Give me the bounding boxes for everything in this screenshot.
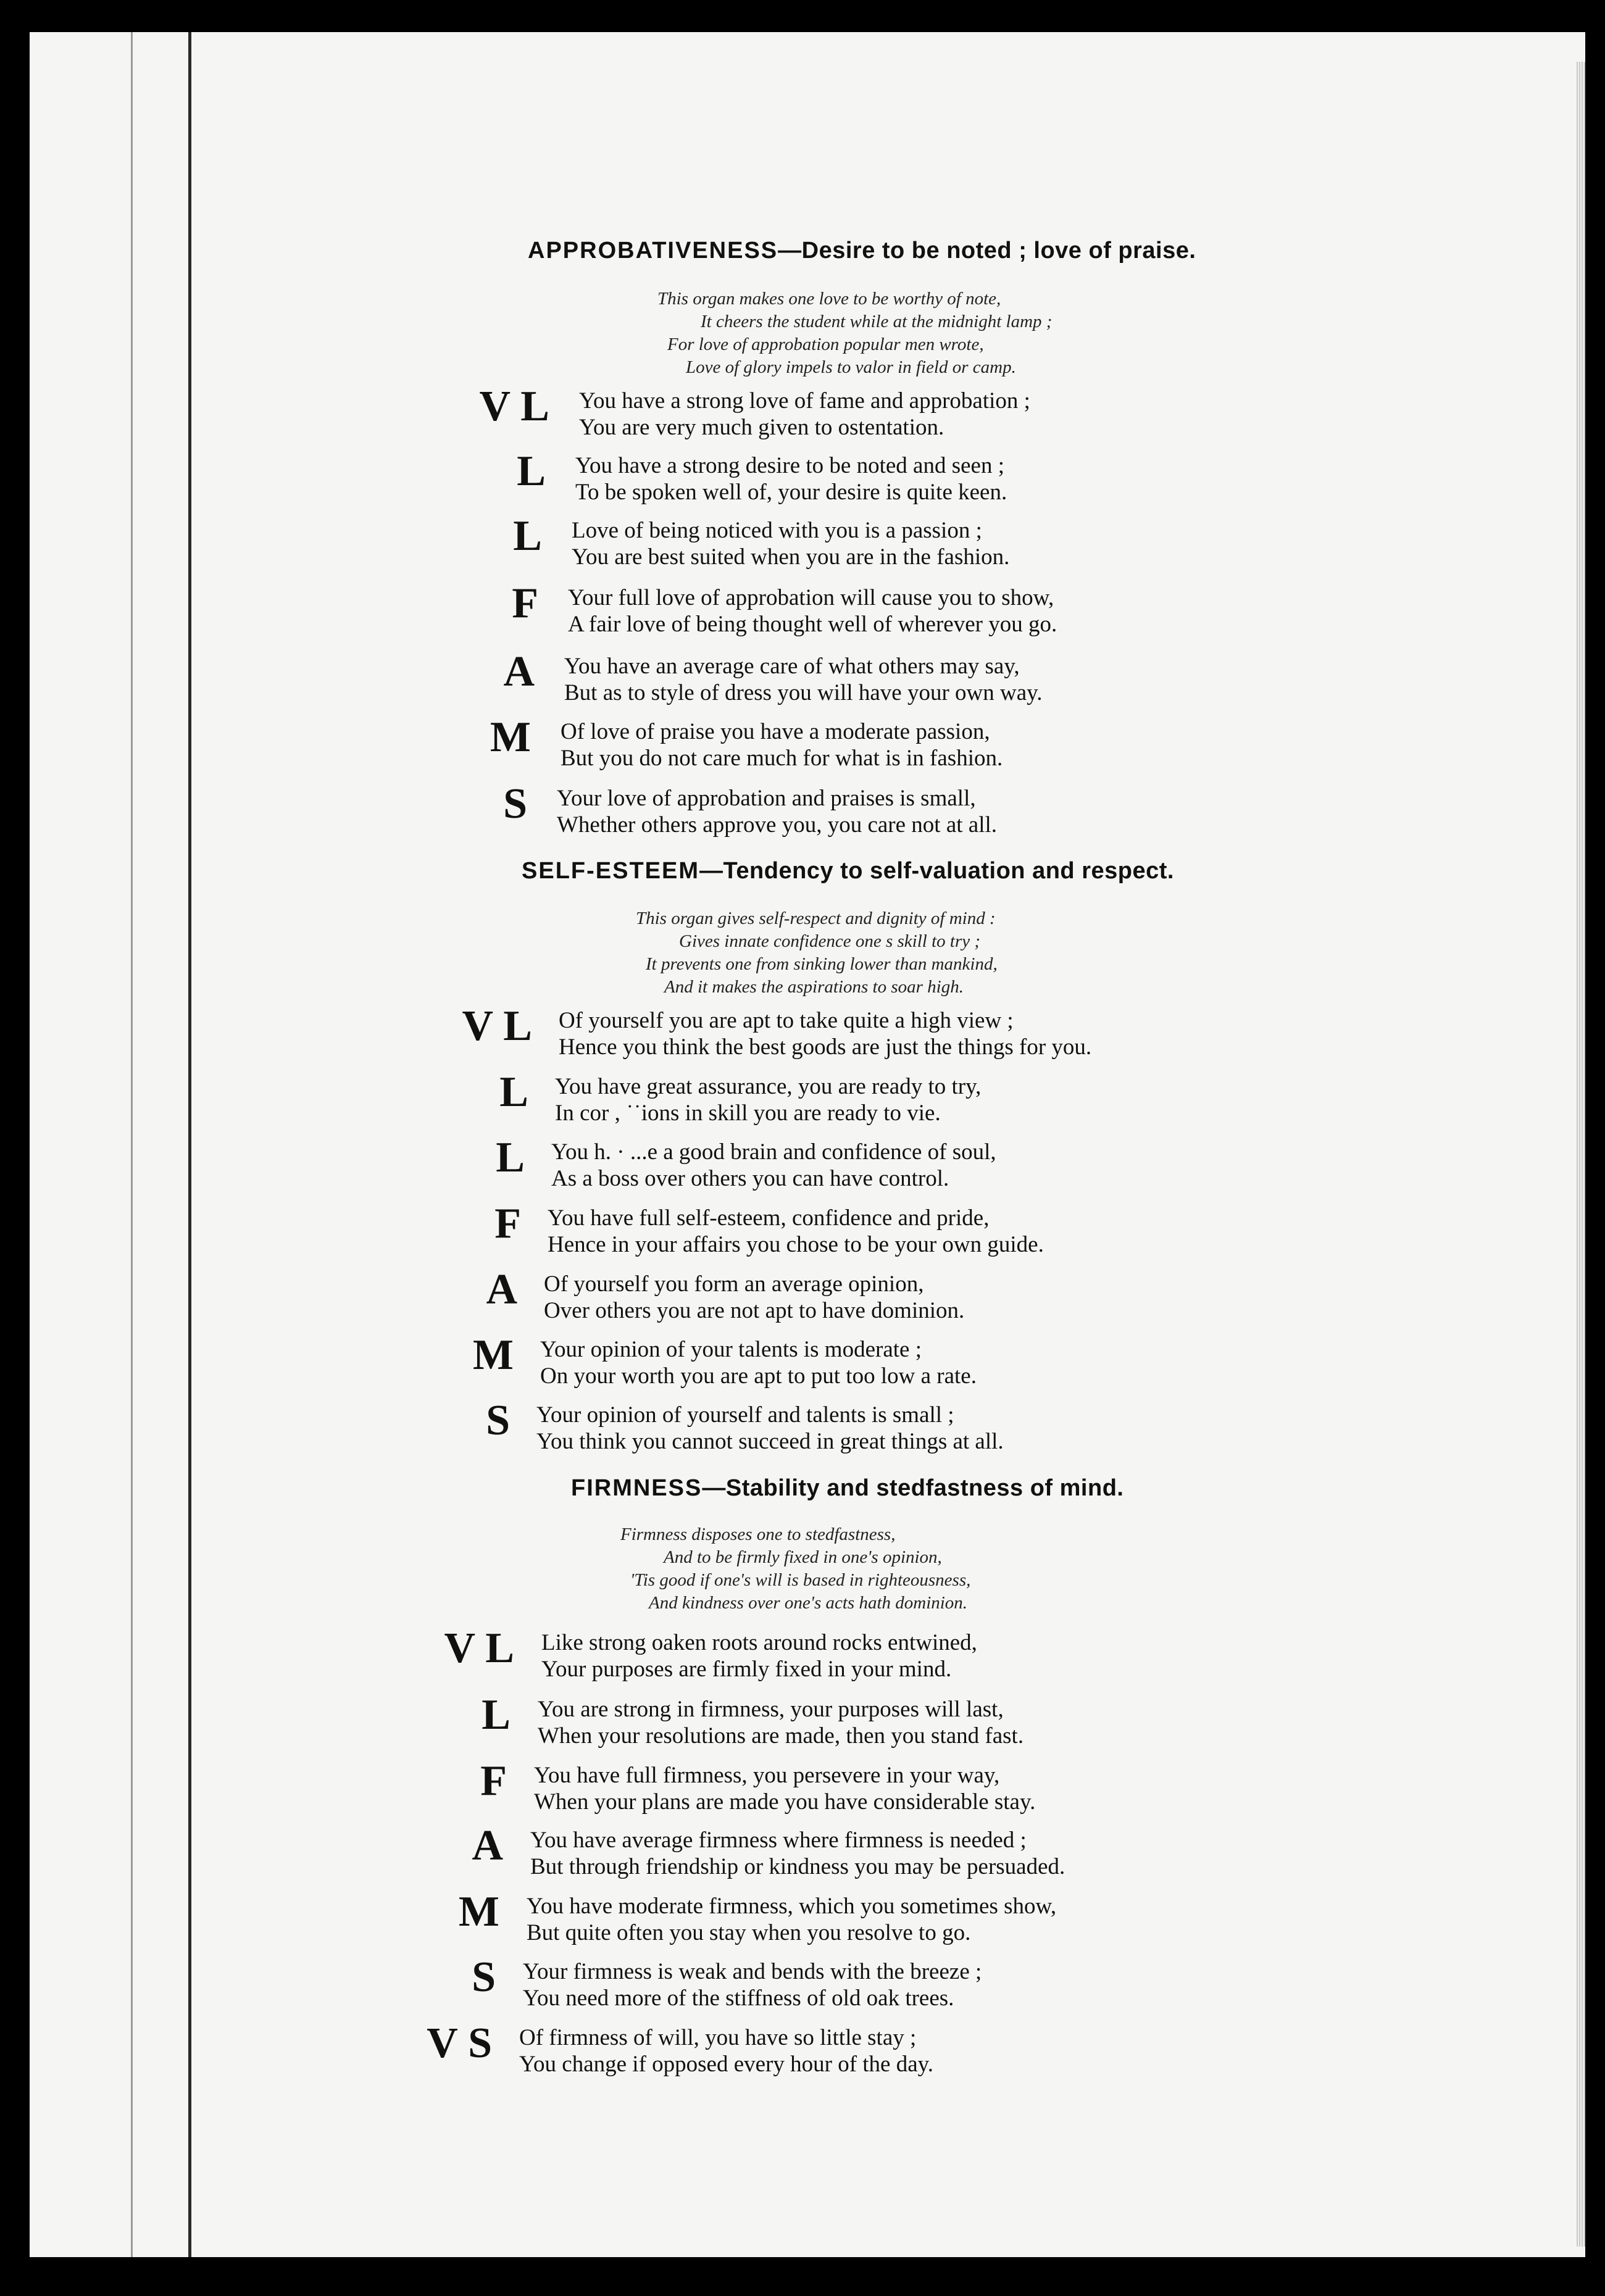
- description-line: You have full firmness, you persevere in your way,: [534, 1763, 1000, 1788]
- degree-description: [564, 653, 1043, 706]
- intro-verse: [657, 288, 1052, 379]
- description-line: Love of being noticed with you is a passion ;: [572, 518, 982, 543]
- section-title: [528, 238, 1196, 264]
- description-line: You are best suited when you are in the fashion.: [572, 544, 1010, 570]
- description-line: You have a strong love of fame and approbation ;: [579, 388, 1030, 414]
- description-line: Whether others approve you, you care not at all.: [557, 812, 998, 838]
- description-line: Your opinion of yourself and talents is small ;: [536, 1402, 954, 1428]
- verse-line: Firmness disposes one to stedfastness,: [620, 1524, 896, 1544]
- degree-description: [523, 1958, 982, 2011]
- intro-verse: [620, 1523, 970, 1615]
- verse-line: And to be firmly fixed in one's opinion,: [664, 1547, 942, 1567]
- degree-description: [538, 1696, 1023, 1749]
- description-line: You are very much given to ostentation.: [579, 415, 944, 440]
- description-line: You need more of the stiffness of old oak trees.: [523, 1986, 954, 2011]
- degree-letter: V S: [427, 2019, 492, 2067]
- degree-letter: F: [494, 1200, 521, 1247]
- verse-line: And it makes the aspirations to soar high.: [664, 977, 964, 997]
- section-subtitle: —Stability and stedfastness of mind.: [702, 1475, 1124, 1501]
- description-line: When your resolutions are made, then you stand fast.: [538, 1723, 1024, 1749]
- degree-letter: V L: [479, 383, 549, 430]
- section-keyword: APPROBATIVENESS: [528, 238, 778, 264]
- degree-description: [534, 1762, 1035, 1815]
- page-edge: [1577, 62, 1585, 2247]
- section-keyword: FIRMNESS: [571, 1475, 702, 1501]
- degree-letter: F: [480, 1757, 507, 1805]
- degree-letter: A: [486, 1266, 517, 1313]
- description-line: A fair love of being thought well of wherever you go.: [568, 612, 1057, 637]
- page-fold-line: [188, 32, 191, 2257]
- section-title: [522, 858, 1174, 884]
- description-line: You h. · ...e a good brain and confidence of soul,: [551, 1139, 996, 1165]
- degree-letter: F: [512, 580, 538, 627]
- verse-line: Love of glory impels to valor in field or camp.: [686, 357, 1016, 377]
- page-gutter-line: [131, 32, 133, 2257]
- verse-line: It cheers the student while at the midnight lamp ;: [701, 312, 1053, 331]
- description-line: As a boss over others you can have control.: [551, 1166, 949, 1191]
- degree-description: [544, 1271, 964, 1324]
- description-line: But through friendship or kindness you may be persuaded.: [530, 1854, 1065, 1879]
- description-line: Hence you think the best goods are just the things for you.: [559, 1034, 1092, 1060]
- description-line: Your love of approbation and praises is small,: [557, 786, 976, 811]
- description-line: But as to style of dress you will have your own way.: [564, 680, 1043, 705]
- degree-letter: V L: [462, 1002, 532, 1050]
- degree-description: [519, 2024, 933, 2078]
- description-line: Hence in your affairs you chose to be your own guide.: [548, 1232, 1044, 1257]
- degree-description: [572, 517, 1009, 570]
- degree-description: [559, 1007, 1091, 1060]
- description-line: But you do not care much for what is in fashion.: [561, 746, 1003, 771]
- degree-letter: L: [499, 1068, 528, 1116]
- degree-letter: L: [496, 1134, 525, 1181]
- description-line: You have a strong desire to be noted and seen ;: [575, 453, 1004, 478]
- verse-line: It prevents one from sinking lower than mankind,: [646, 954, 998, 974]
- description-line: Of yourself you form an average opinion,: [544, 1271, 924, 1297]
- description-line: To be spoken well of, your desire is quite keen.: [575, 480, 1007, 505]
- degree-description: [579, 388, 1030, 441]
- degree-description: [555, 1073, 981, 1126]
- degree-description: [536, 1402, 1004, 1455]
- degree-description: [551, 1139, 996, 1192]
- verse-line: And kindness over one's acts hath dominion.: [649, 1593, 968, 1613]
- description-line: On your worth you are apt to put too low a rate.: [540, 1363, 977, 1389]
- description-line: You have an average care of what others may say,: [564, 654, 1020, 679]
- degree-description: [527, 1893, 1056, 1946]
- degree-letter: S: [472, 1953, 496, 2001]
- verse-line: Gives innate confidence one s skill to try ;: [679, 931, 981, 951]
- description-line: Of love of praise you have a moderate passion,: [561, 719, 990, 744]
- description-line: Of firmness of will, you have so little stay ;: [519, 2025, 917, 2050]
- section-keyword: SELF-ESTEEM: [522, 858, 700, 884]
- description-line: But quite often you stay when you resolve to go.: [527, 1920, 971, 1945]
- description-line: Over others you are not apt to have dominion.: [544, 1298, 965, 1323]
- description-line: You have moderate firmness, which you sometimes show,: [527, 1894, 1057, 1919]
- description-line: You change if opposed every hour of the day.: [519, 2052, 933, 2077]
- degree-description: [561, 718, 1003, 772]
- degree-description: [568, 584, 1057, 638]
- degree-letter: A: [472, 1822, 503, 1870]
- description-line: Your firmness is weak and bends with the breeze ;: [523, 1959, 982, 1984]
- description-line: You are strong in firmness, your purposes will last,: [538, 1697, 1004, 1722]
- degree-letter: L: [513, 512, 542, 560]
- degree-description: [548, 1205, 1044, 1258]
- verse-line: This organ gives self-respect and dignity of mind :: [636, 909, 996, 928]
- description-line: You have great assurance, you are ready to try,: [555, 1074, 982, 1099]
- degree-description: [541, 1629, 977, 1682]
- description-line: You have average firmness where firmness is needed ;: [530, 1828, 1027, 1853]
- description-line: Like strong oaken roots around rocks entwined,: [541, 1630, 977, 1655]
- degree-letter: M: [490, 713, 531, 761]
- degree-letter: L: [517, 447, 546, 495]
- degree-letter: V L: [444, 1624, 514, 1672]
- degree-letter: S: [486, 1397, 510, 1444]
- degree-description: [530, 1827, 1065, 1880]
- degree-letter: L: [482, 1691, 511, 1739]
- degree-description: [575, 452, 1007, 505]
- description-line: Of yourself you are apt to take quite a high view ;: [559, 1008, 1014, 1033]
- degree-letter: M: [458, 1888, 499, 1936]
- description-line: You think you cannot succeed in great things at all.: [536, 1429, 1004, 1454]
- description-line: Your full love of approbation will cause you to show,: [568, 585, 1054, 610]
- section-subtitle: —Tendency to self-valuation and respect.: [699, 858, 1174, 884]
- degree-description: [540, 1336, 977, 1389]
- description-line: Your opinion of your talents is moderate ;: [540, 1337, 922, 1362]
- verse-line: This organ makes one love to be worthy of note,: [657, 289, 1001, 309]
- description-line: Your purposes are firmly fixed in your mind.: [541, 1657, 952, 1682]
- degree-letter: A: [503, 648, 535, 696]
- intro-verse: [636, 907, 998, 999]
- verse-line: For love of approbation popular men wrote,: [667, 335, 984, 354]
- degree-letter: S: [503, 780, 527, 828]
- degree-description: [557, 785, 997, 838]
- degree-letter: M: [472, 1331, 514, 1379]
- section-subtitle: —Desire to be noted ; love of praise.: [778, 238, 1196, 264]
- section-title: [571, 1475, 1124, 1502]
- description-line: You have full self-esteem, confidence and pride,: [548, 1205, 990, 1231]
- description-line: When your plans are made you have considerable stay.: [534, 1789, 1036, 1815]
- verse-line: 'Tis good if one's will is based in righteousness,: [630, 1570, 971, 1590]
- description-line: In cor , ˙˙ions in skill you are ready to vie.: [555, 1100, 941, 1126]
